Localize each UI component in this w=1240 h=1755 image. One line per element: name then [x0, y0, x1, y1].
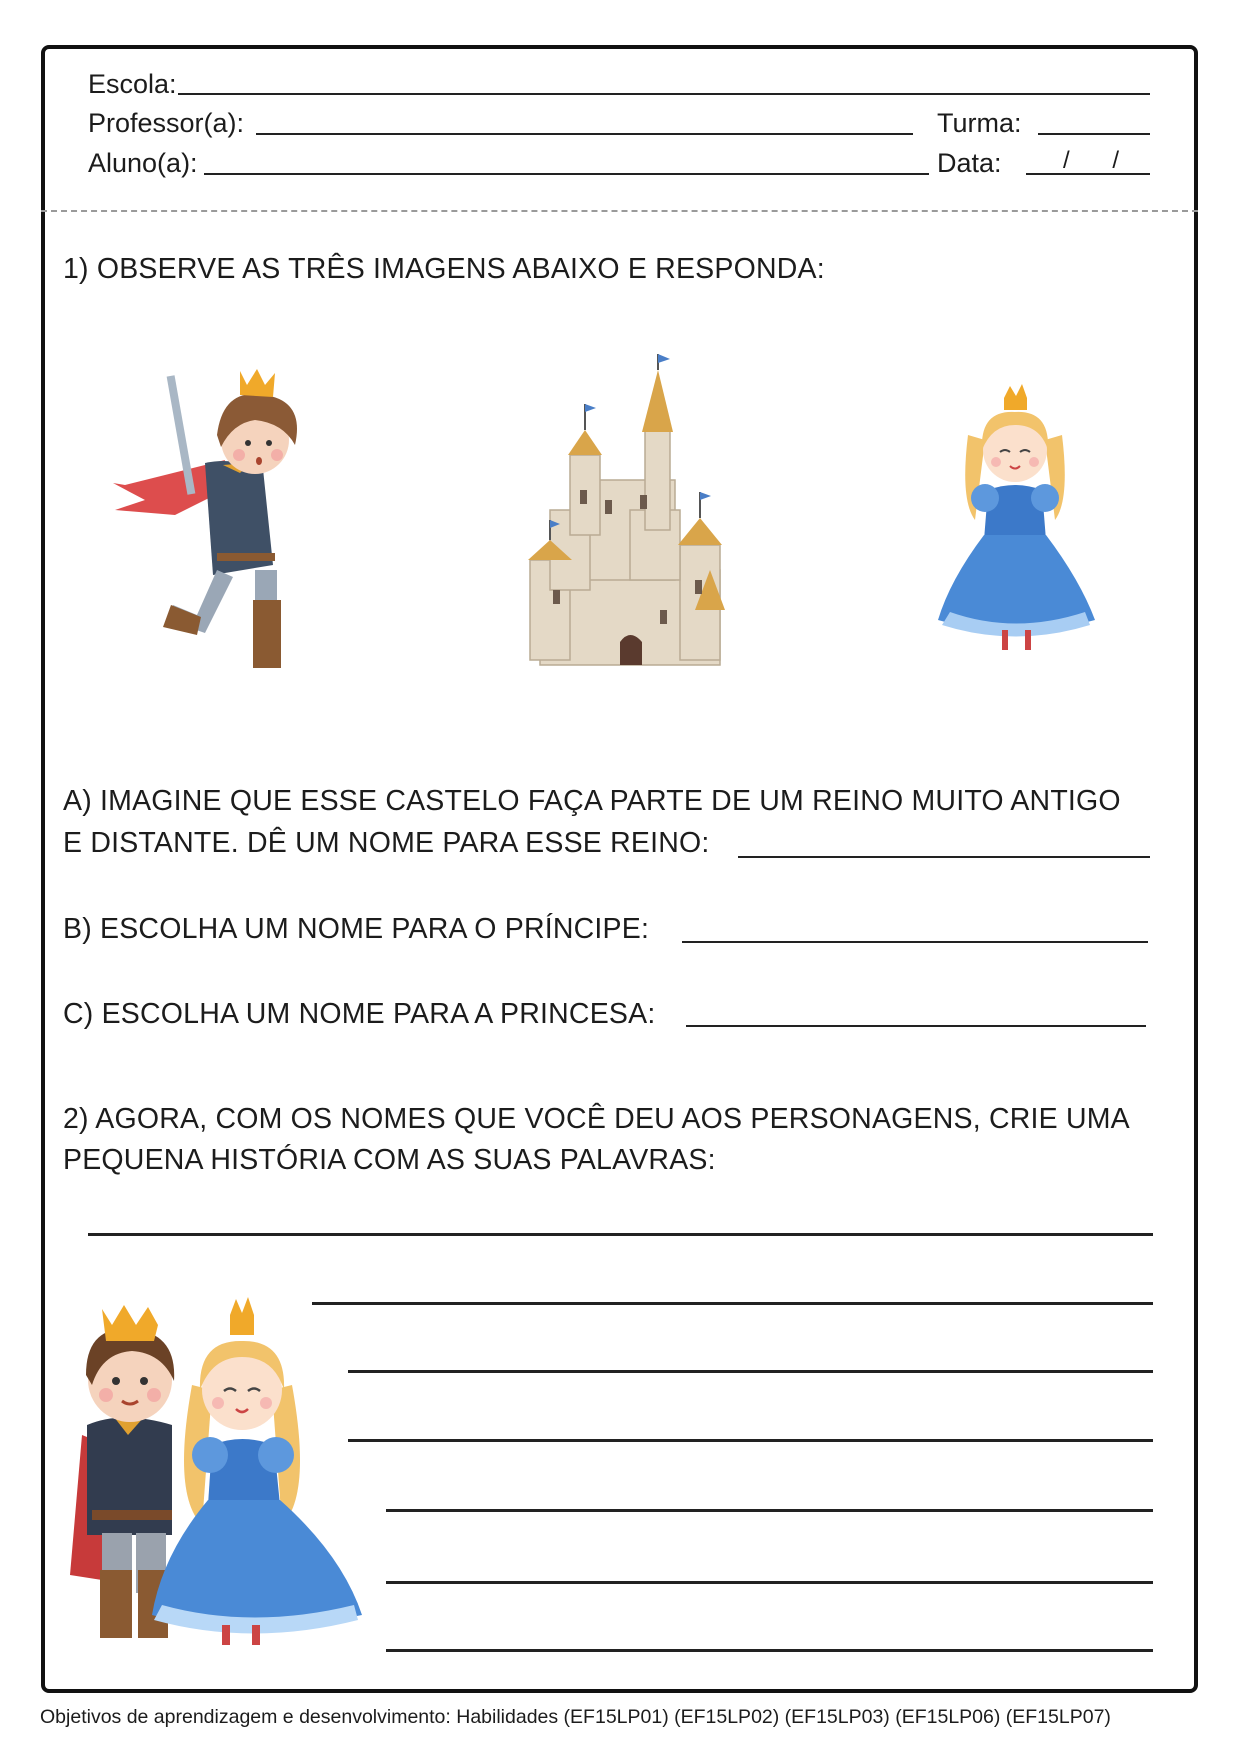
prince-and-princess-illustration [62, 1295, 367, 1645]
prince-name-field[interactable] [682, 941, 1148, 943]
header-divider [41, 210, 1198, 212]
escola-label: Escola: [88, 69, 177, 99]
aluno-field[interactable] [204, 173, 929, 175]
story-line-3[interactable] [348, 1370, 1153, 1373]
story-line-2[interactable] [312, 1302, 1153, 1305]
escola-field[interactable] [178, 93, 1150, 95]
aluno-label: Aluno(a): [88, 148, 198, 178]
question-1b: B) ESCOLHA UM NOME PARA O PRÍNCIPE: [63, 913, 650, 945]
prince-illustration [105, 365, 345, 670]
data-label: Data: [937, 148, 1002, 178]
story-line-6[interactable] [386, 1581, 1153, 1584]
question-1c: C) ESCOLHA UM NOME PARA A PRINCESA: [63, 998, 656, 1030]
story-line-1[interactable] [88, 1233, 1153, 1236]
question-1a-line2: E DISTANTE. DÊ UM NOME PARA ESSE REINO: [63, 827, 710, 859]
story-line-7[interactable] [386, 1649, 1153, 1652]
turma-field[interactable] [1038, 133, 1150, 135]
story-line-4[interactable] [348, 1439, 1153, 1442]
question-1-title: 1) OBSERVE AS TRÊS IMAGENS ABAIXO E RESPONDA: [63, 253, 825, 285]
princess-name-field[interactable] [686, 1025, 1146, 1027]
date-slashes: / / [1063, 147, 1138, 174]
question-2-line2: PEQUENA HISTÓRIA COM AS SUAS PALAVRAS: [63, 1144, 716, 1176]
story-line-5[interactable] [386, 1509, 1153, 1512]
footer-objectives: Objetivos de aprendizagem e desenvolvimento: Habilidades (EF15LP01) (EF15LP02) (EF15LP03) (EF15LP06) (EF15LP07) [40, 1706, 1111, 1728]
question-1a-line1: A) IMAGINE QUE ESSE CASTELO FAÇA PARTE DE UM REINO MUITO ANTIGO [63, 785, 1121, 817]
castle-illustration [520, 360, 750, 670]
professor-label: Professor(a): [88, 108, 245, 138]
professor-field[interactable] [256, 133, 913, 135]
kingdom-name-field[interactable] [738, 856, 1150, 858]
question-2-line1: 2) AGORA, COM OS NOMES QUE VOCÊ DEU AOS PERSONAGENS, CRIE UMA [63, 1103, 1130, 1135]
princess-illustration [930, 380, 1105, 655]
turma-label: Turma: [937, 108, 1022, 138]
